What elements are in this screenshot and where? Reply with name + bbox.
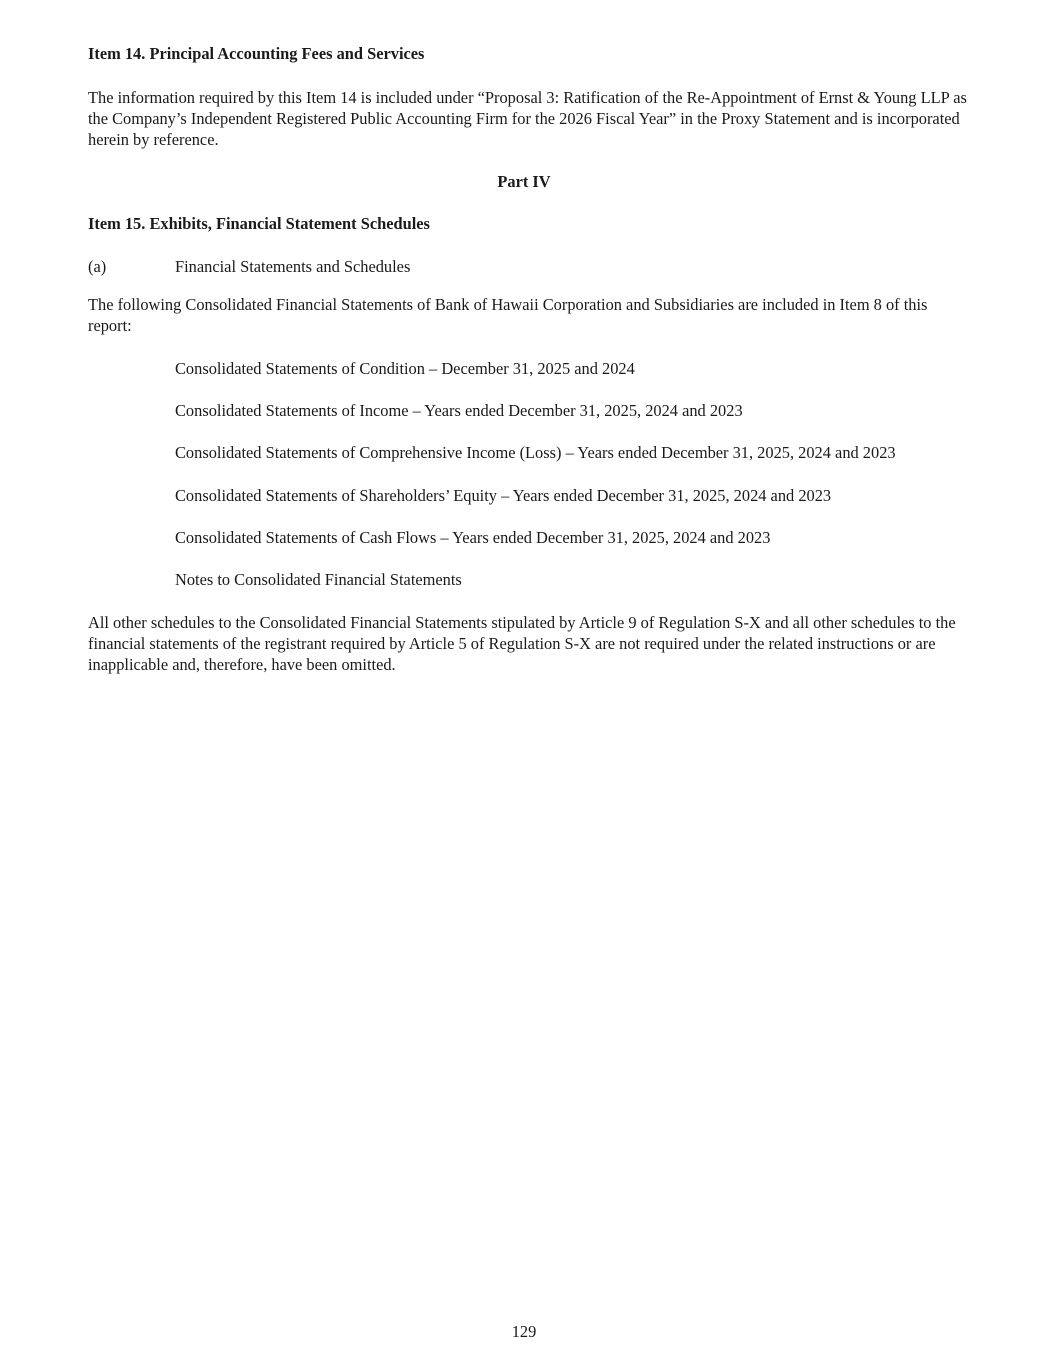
statement-notes: Notes to Consolidated Financial Statements bbox=[175, 570, 462, 589]
statement-cash-flows: Consolidated Statements of Cash Flows – Years ended December 31, 2025, 2024 and 2023 bbox=[175, 528, 771, 547]
item-15-intro: The following Consolidated Financial Statements of Bank of Hawaii Corporation and Subsidiaries are included in Item 8 of this report: bbox=[88, 295, 928, 335]
item-15-heading: Item 15. Exhibits, Financial Statement Schedules bbox=[88, 214, 430, 233]
item-14-paragraph: The information required by this Item 14 is included under “Proposal 3: Ratification of the Re-Appointment of Ernst & Young LLP as the Company’s Independent Registered Public Accounting Firm for the 2026 Fiscal Year” in the Proxy Statement and is incorporated herein by reference. bbox=[88, 88, 967, 149]
item-14-heading: Item 14. Principal Accounting Fees and Services bbox=[88, 44, 425, 63]
statement-shareholders-equity: Consolidated Statements of Shareholders’ Equity – Years ended December 31, 2025, 2024 and 2023 bbox=[175, 486, 832, 505]
part-iv-title: Part IV bbox=[497, 172, 551, 191]
subitem-a-label: (a) bbox=[88, 257, 107, 276]
statement-comprehensive-income: Consolidated Statements of Comprehensive Income (Loss) – Years ended December 31, 2025, 2024 and 2023 bbox=[175, 443, 896, 462]
statement-condition: Consolidated Statements of Condition – December 31, 2025 and 2024 bbox=[175, 359, 635, 378]
item-15-closing-paragraph: All other schedules to the Consolidated Financial Statements stipulated by Article 9 of Regulation S-X and all other schedules to the financial statements of the registrant required by Article 5 of Regulation S-X are not required under the related instructions or are inapplicable and, therefore, have been omitted. bbox=[88, 613, 956, 674]
statement-income: Consolidated Statements of Income – Years ended December 31, 2025, 2024 and 2023 bbox=[175, 401, 743, 420]
subitem-a-text: Financial Statements and Schedules bbox=[175, 257, 411, 276]
page-number: 129 bbox=[511, 1322, 537, 1341]
